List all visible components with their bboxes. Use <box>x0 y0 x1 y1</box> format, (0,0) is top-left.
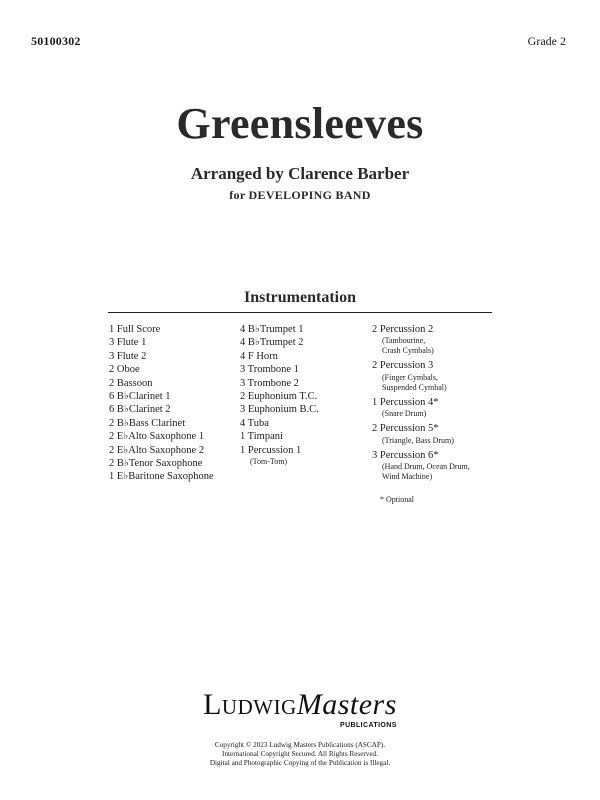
copyright-notice <box>0 741 600 769</box>
instrument-part: 4 Tuba <box>240 417 269 429</box>
arranger-credit: Arranged by Clarence Barber <box>190 164 410 183</box>
optional-footnote: * Optional <box>380 495 414 505</box>
catalog-number: 50100302 <box>31 34 81 48</box>
instrument-part: 4 B♭Trumpet 1 <box>240 324 304 335</box>
instrument-part: 4 F Horn <box>240 350 278 362</box>
instrument-note: Wind Machine) <box>382 472 433 482</box>
instrument-part: 3 Percussion 6* <box>372 449 439 461</box>
instrument-column-2 <box>240 323 319 467</box>
instrument-note: Crash Cymbals) <box>382 346 434 356</box>
copyright-line: International Copyright Secured. All Rights Reserved. <box>222 750 378 759</box>
instrument-part: 2 B♭Tenor Saxophone <box>109 458 203 470</box>
instrument-part: 6 B♭Clarinet 1 <box>109 391 171 403</box>
percussion-entry <box>372 449 470 482</box>
grade-level: Grade 2 <box>527 34 566 48</box>
publisher-logo <box>0 690 600 720</box>
percussion-entry <box>372 323 470 356</box>
instrument-note: (Snare Drum) <box>382 409 427 419</box>
instrument-note: (Hand Drum, Ocean Drum, <box>382 462 470 472</box>
instrument-part: 3 Trombone 2 <box>240 377 299 389</box>
instrument-part: 2 E♭Alto Saxophone 1 <box>109 431 205 443</box>
instrument-note: Suspended Cymbal) <box>382 382 447 392</box>
instrument-note: (Triangle, Bass Drum) <box>382 435 454 445</box>
copyright-line: Digital and Photographic Copying of the Publication is Illegal. <box>209 759 391 768</box>
instrument-part: 3 Euphonium B.C. <box>240 404 319 416</box>
instrumentation-heading: Instrumentation <box>243 289 356 306</box>
instrument-part: 2 Percussion 3 <box>372 360 434 372</box>
instrument-part: 1 Full Score <box>109 324 161 335</box>
percussion-entry <box>372 359 470 392</box>
instrument-part: 1 E♭Baritone Saxophone <box>109 471 214 483</box>
logo-masters: Masters <box>296 688 397 721</box>
instrument-part: 2 Euphonium T.C. <box>240 391 318 403</box>
ensemble-type: for DEVELOPING BAND <box>229 188 371 202</box>
instrument-part: 3 Flute 1 <box>109 337 147 349</box>
instrument-part: 6 B♭Clarinet 2 <box>109 404 171 416</box>
instrument-part: 2 E♭Alto Saxophone 2 <box>109 444 205 456</box>
instrument-part: 2 Percussion 2 <box>372 324 434 335</box>
instrument-part: 2 B♭Bass Clarinet <box>109 417 186 429</box>
instrument-part: 1 Percussion 4* <box>372 396 439 408</box>
instrument-note: (Finger Cymbals, <box>382 372 438 382</box>
instrument-note: (Tambourine, <box>382 336 426 346</box>
instrument-part: 1 Percussion 1 <box>240 444 302 456</box>
heading-divider <box>108 312 492 313</box>
instrument-part: 2 Bassoon <box>109 377 153 389</box>
instrument-column-1 <box>109 323 214 484</box>
instrument-part: 2 Percussion 5* <box>372 423 439 435</box>
logo-wordmark <box>203 690 397 720</box>
logo-ludwig: Ludwig <box>203 688 297 721</box>
copyright-line: Copyright © 2023 Ludwig Masters Publications (ASCAP). <box>214 741 386 749</box>
instrument-part: 1 Timpani <box>240 431 283 443</box>
logo-publications: PUBLICATIONS <box>340 722 397 729</box>
percussion-entry <box>372 422 470 445</box>
instrument-part: 2 Oboe <box>109 364 140 376</box>
instrument-part: 4 B♭Trumpet 2 <box>240 337 304 349</box>
instrument-part: 3 Flute 2 <box>109 350 147 362</box>
piece-title: Greensleeves <box>176 99 424 148</box>
percussion-entry <box>372 396 470 419</box>
instrument-column-3 <box>372 323 470 506</box>
instrument-note: (Tom-Tom) <box>250 457 288 467</box>
instrument-part: 3 Trombone 1 <box>240 364 299 376</box>
